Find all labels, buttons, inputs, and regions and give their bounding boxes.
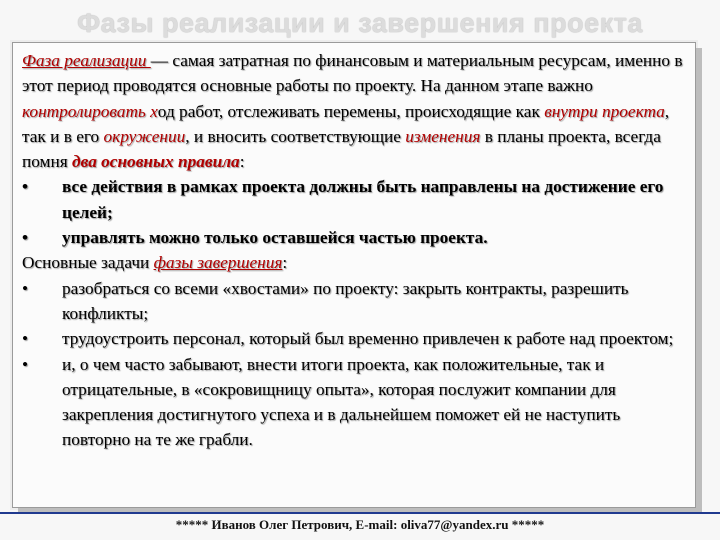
term-implementation-phase: Фаза реализации [22,51,151,70]
term-completion-phase: фазы завершения [153,253,283,273]
rule-item [22,174,692,225]
emphasis-environment: окружении [103,126,186,146]
intro-text-5: в планы проекта, всегда помня [22,126,661,172]
intro-paragraph [22,48,692,174]
bullet-icon: • [22,228,29,248]
emphasis-control: контролировать х [22,101,158,121]
intro-text-2: од работ, отслеживать перемены, происходящие как [157,101,545,121]
bullet-icon: • [22,177,29,197]
task-text-1: разобраться со всеми «хвостами» по проекту: закрыть контракты, разрешить конфликты; [62,278,629,323]
task-text-3: и, о чем часто забывают, внести итоги проекта, как положительные, так и отрицательные, в «сокровищницу опыта», которая послужит компании для закрепления достигнутого успеха и в дальнейшем поможет ей не наступить повторно на те же грабли. [62,354,621,450]
task-item [22,276,692,327]
tasks-intro-text: Основные задачи [22,253,154,273]
tasks-intro-colon: : [282,253,288,273]
footer-author: ***** Иванов Олег Петрович, E-mail: oliva77@yandex.ru ***** [175,517,545,532]
bullet-icon: • [22,278,29,298]
rule-text-2: управлять можно только оставшейся частью проекта. [62,228,488,248]
emphasis-changes: изменения [405,126,481,146]
emphasis-inside-project: внутри проекта [544,101,665,121]
intro-text-3: , так и в его [22,101,670,146]
bullet-icon: • [22,354,29,374]
intro-text-4: , и вносить соответствующие [185,126,406,146]
intro-text-1: — самая затратная по финансовым и материальным ресурсам, именно в этот период проводятся основные работы по проекту. На данном этапе важно [22,51,683,96]
task-text-2: трудоустроить персонал, который был временно привлечен к работе над проектом; [62,329,674,349]
slide-title: Фазы реализации и завершения проекта [77,8,643,38]
task-item [22,326,692,351]
rule-text-1: все действия в рамках проекта должны быть направлены на достижение его целей; [62,177,664,222]
intro-text-6: : [239,152,245,172]
emphasis-two-rules: два основных правила [72,152,240,172]
content-body [22,48,692,453]
tasks-intro [22,250,692,275]
bullet-icon: • [22,329,29,349]
task-item [22,352,692,453]
rule-item [22,225,692,250]
